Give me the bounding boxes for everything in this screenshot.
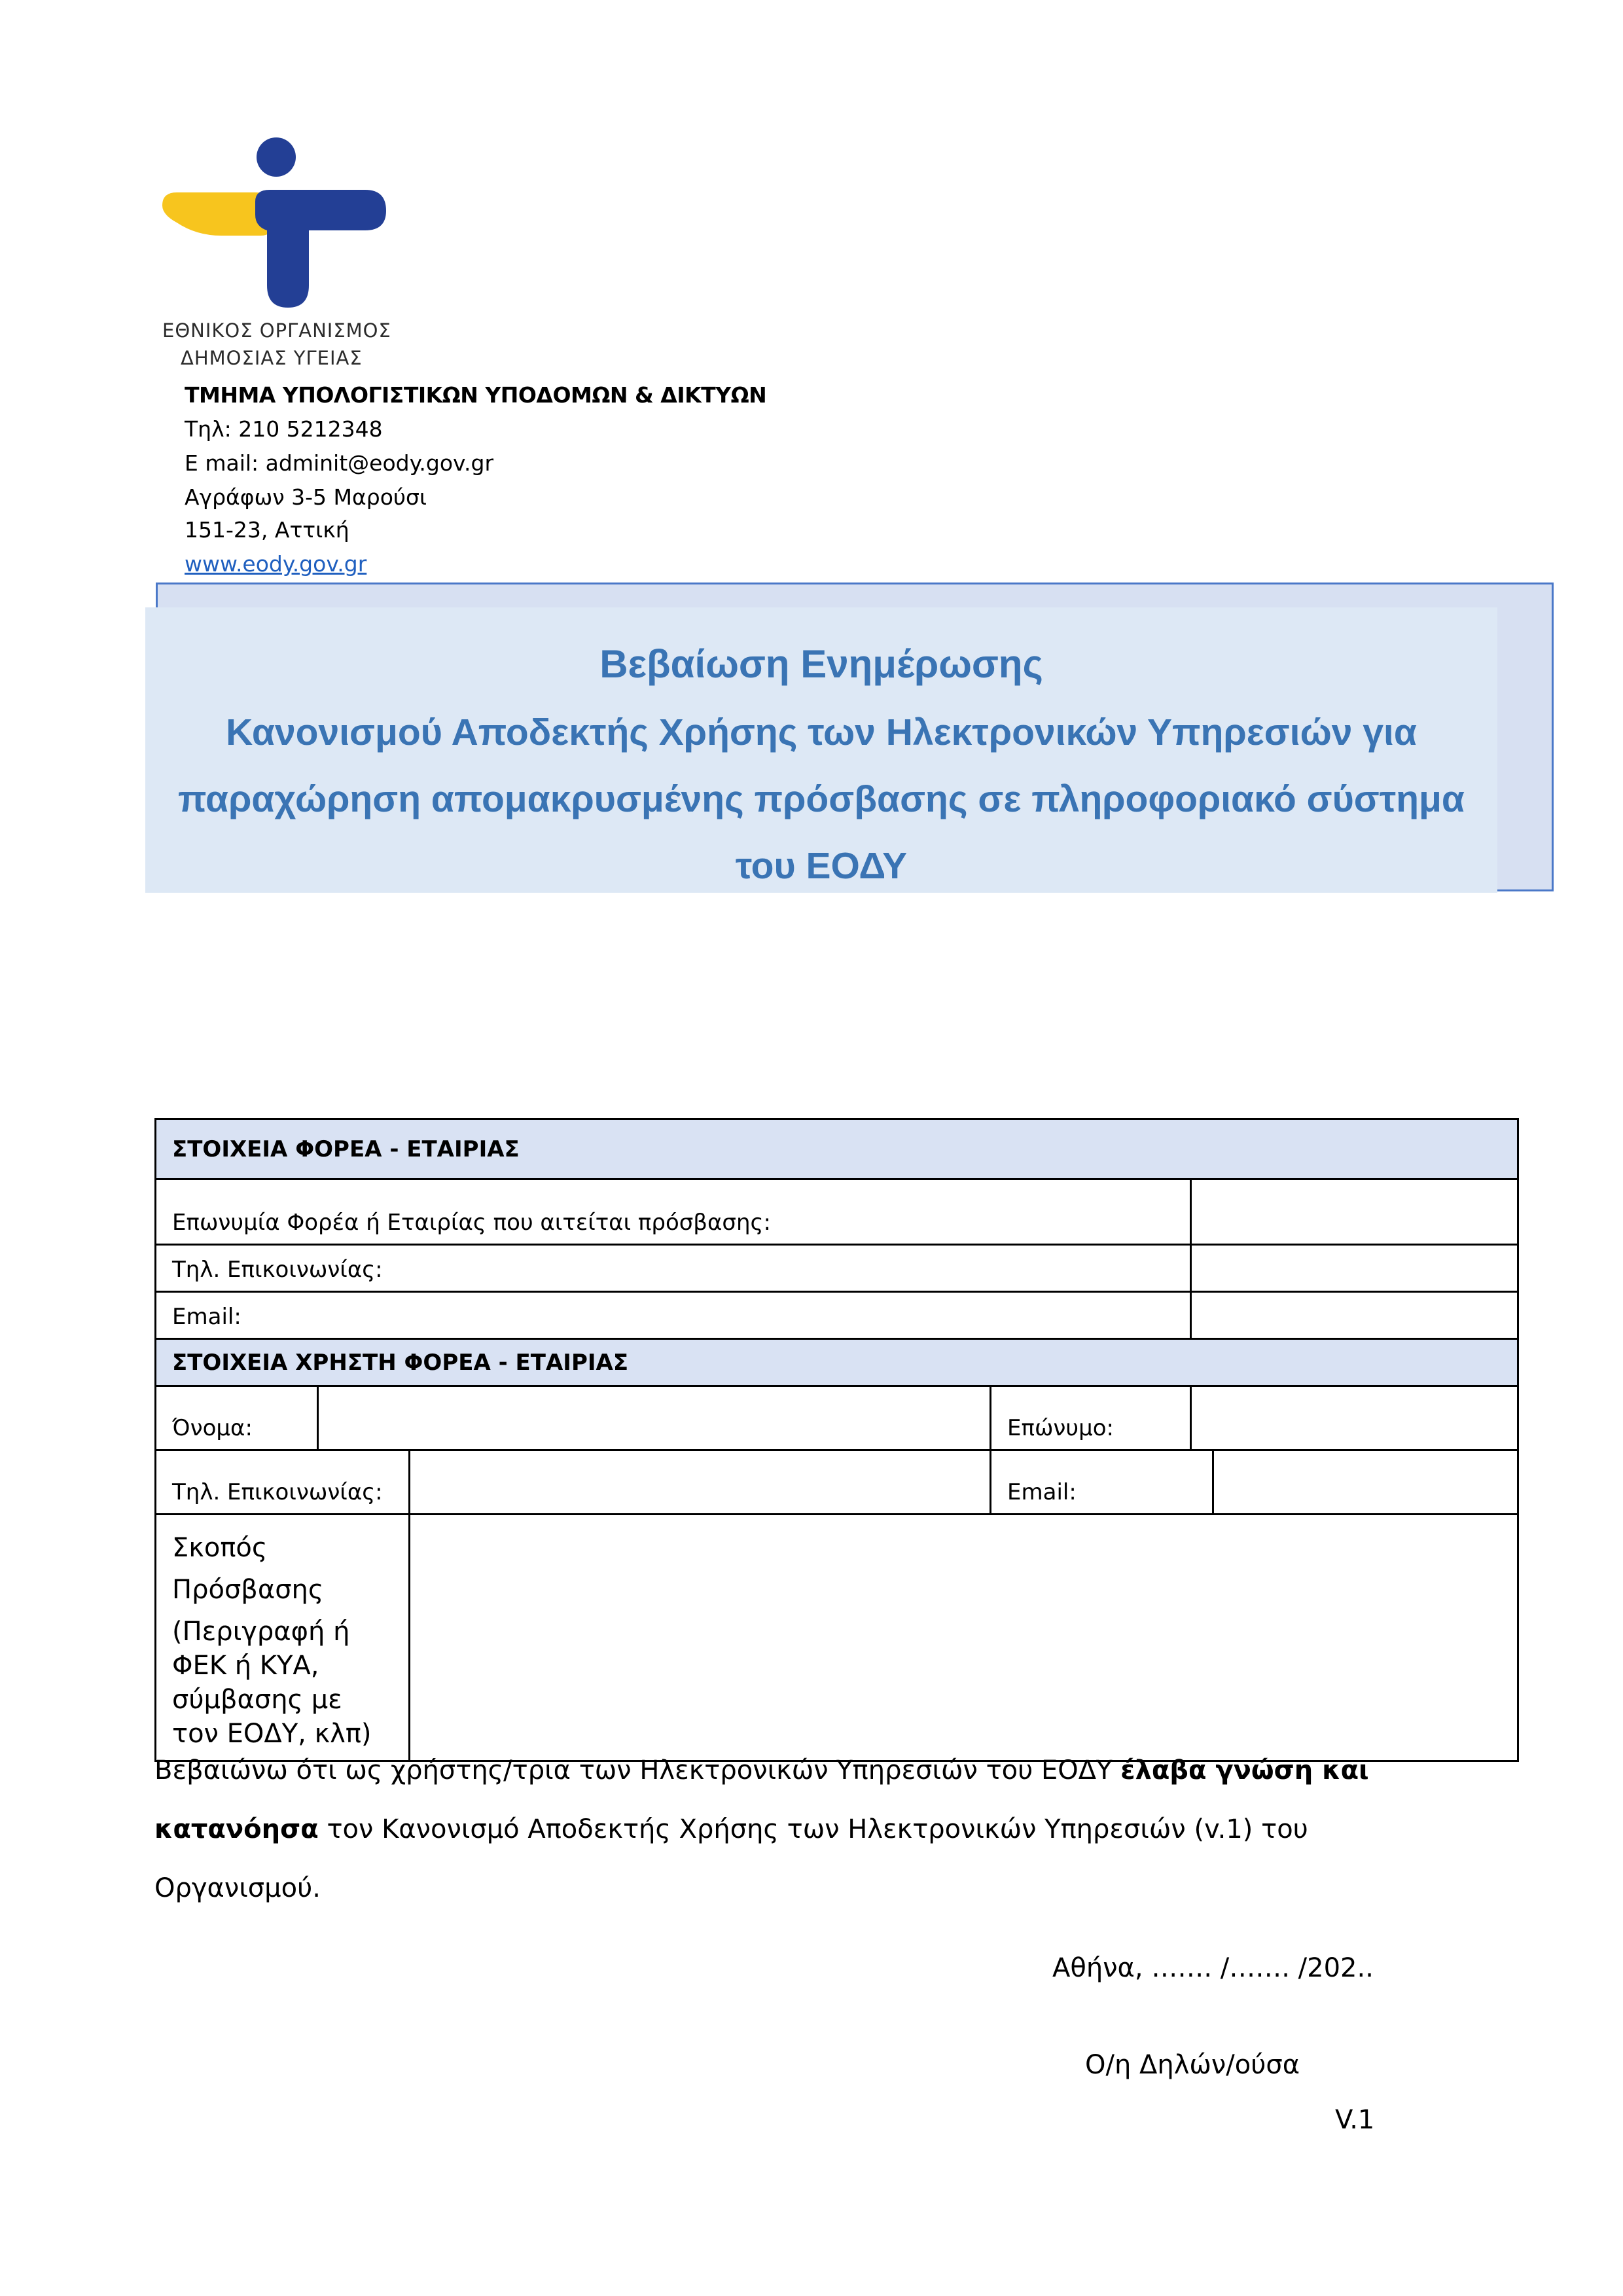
user-email-field[interactable] — [1213, 1450, 1518, 1515]
website-link[interactable]: www.eody.gov.gr — [185, 551, 367, 577]
user-phone-label: Τηλ. Επικοινωνίας: — [156, 1450, 410, 1515]
first-name-field[interactable] — [318, 1386, 991, 1450]
department-phone: Τηλ: 210 5212348 — [185, 416, 383, 442]
document-title: Βεβαίωση Ενημέρωσης — [599, 642, 1043, 686]
section-organization-header: ΣΤΟΙΧΕΙΑ ΦΟΡΕΑ - ΕΤΑΙΡΙΑΣ — [156, 1119, 1518, 1179]
document-subtitle-line3: του ΕΟΔΥ — [735, 845, 908, 887]
statement-line2-bold: κατανόησα — [154, 1814, 319, 1844]
statement-line3: Οργανισμού. — [154, 1873, 321, 1903]
statement-line2-text: τον Κανονισμό Αποδεκτής Χρήσης των Ηλεκτρονικών Υπηρεσιών (v.1) του — [318, 1814, 1308, 1844]
last-name-label: Επώνυμο: — [991, 1386, 1191, 1450]
statement-line2 — [154, 1814, 1463, 1844]
date-line: Αθήνα, ……. /……. /202.. — [1052, 1953, 1374, 1983]
department-title: ΤΜΗΜΑ ΥΠΟΛΟΓΙΣΤΙΚΩΝ ΥΠΟΔΟΜΩΝ & ΔΙΚΤΥΩΝ — [185, 382, 767, 408]
purpose-label: Σκοπός Πρόσβασης — [172, 1533, 324, 1605]
purpose-field[interactable] — [410, 1515, 1518, 1761]
department-email: E mail: adminit@eody.gov.gr — [185, 450, 494, 476]
section-user-header: ΣΤΟΙΧΕΙΑ ΧΡΗΣΤΗ ΦΟΡΕΑ - ΕΤΑΙΡΙΑΣ — [156, 1339, 1518, 1386]
logo-text-line1: ΕΘΝΙΚΟΣ ΟΡΓΑΝΙΣΜΟΣ — [162, 319, 391, 342]
first-name-label: Όνομα: — [156, 1386, 318, 1450]
document-subtitle-line2: παραχώρηση απομακρυσμένης πρόσβασης σε πληροφοριακό σύστημα — [178, 778, 1465, 820]
declarant-label: Ο/η Δηλών/ούσα — [1085, 2050, 1300, 2080]
document-subtitle-line1: Κανονισμού Αποδεκτής Χρήσης των Ηλεκτρονικών Υπηρεσιών για — [226, 711, 1417, 753]
statement-line1-bold: έλαβα γνώση και — [1120, 1755, 1369, 1785]
last-name-field[interactable] — [1191, 1386, 1518, 1450]
logo-blue-body — [255, 190, 386, 308]
department-address-city: 151-23, Αττική — [185, 517, 349, 543]
purpose-label-cell — [156, 1515, 410, 1761]
logo-head-circle — [257, 137, 296, 177]
org-email-field[interactable] — [1191, 1292, 1518, 1339]
purpose-hint-line2: τον ΕΟΔΥ, κλπ) — [172, 1719, 372, 1749]
org-name-label: Επωνυμία Φορέα ή Εταιρίας που αιτείται πρόσβασης: — [156, 1179, 1191, 1245]
statement-line1 — [154, 1755, 1463, 1785]
user-phone-field[interactable] — [410, 1450, 991, 1515]
purpose-hint-line1: (Περιγραφή ή ΦΕΚ ή ΚΥΑ, σύμβασης με — [172, 1617, 350, 1715]
statement-line1-text: Βεβαιώνω ότι ως χρήστης/τρια των Ηλεκτρονικών Υπηρεσιών του ΕΟΔΥ — [154, 1755, 1121, 1785]
org-email-label: Email: — [156, 1292, 1191, 1339]
logo-text-line2: ΔΗΜΟΣΙΑΣ ΥΓΕΙΑΣ — [181, 347, 363, 369]
org-name-field[interactable] — [1191, 1179, 1518, 1245]
department-address-street: Αγράφων 3-5 Μαρούσι — [185, 484, 427, 510]
eody-logo — [157, 131, 393, 314]
org-phone-label: Τηλ. Επικοινωνίας: — [156, 1245, 1191, 1292]
version-label: V.1 — [1335, 2105, 1375, 2135]
application-form — [154, 1118, 1519, 1762]
user-email-label: Email: — [991, 1450, 1213, 1515]
org-phone-field[interactable] — [1191, 1245, 1518, 1292]
